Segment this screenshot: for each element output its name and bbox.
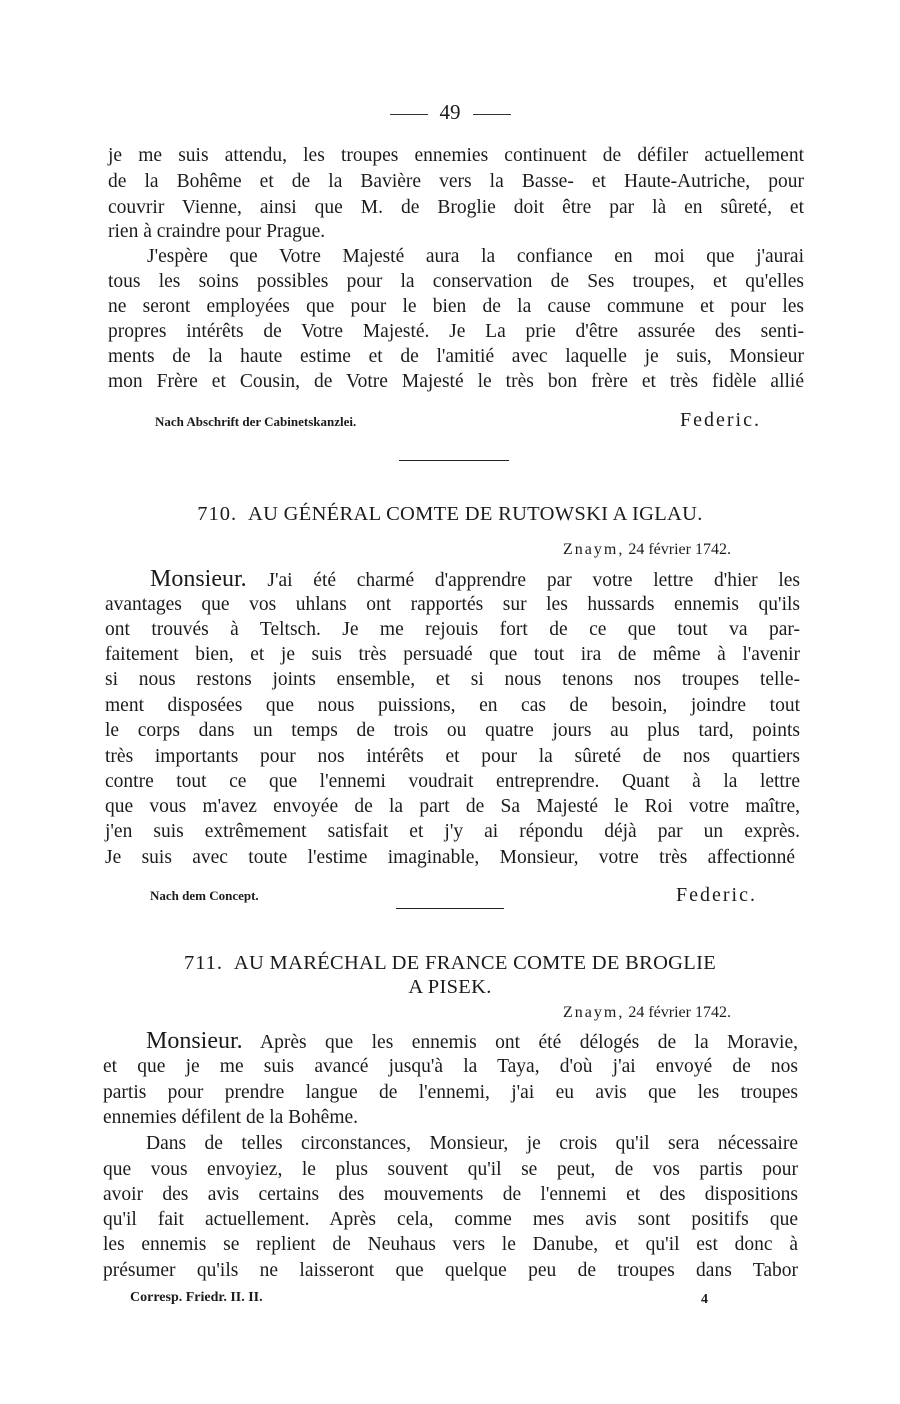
intro-signature: Federic.: [680, 409, 761, 431]
footer-citation: Corresp. Friedr. II. II.: [130, 1290, 263, 1305]
intro-line: ne seront employées que pour le bien de la cause commune et pour les: [108, 296, 804, 317]
letter-710-date: 24 février 1742.: [628, 541, 731, 558]
letter-710-line: faitement bien, et je suis très persuadé que tout ira de même à l'avenir: [105, 644, 800, 665]
letter-710-line: contre tout ce que l'ennemi voudrait entreprendre. Quant à la lettre: [105, 771, 800, 792]
letter-710-source-note: Nach dem Concept.: [150, 888, 259, 903]
letter-710-line: avantages que vos uhlans ont rapportés sur les hussards ennemis qu'ils: [105, 594, 800, 615]
letter-711-line: les ennemis se replient de Neuhaus vers le Danube, et qu'il est donc à: [103, 1234, 798, 1255]
letter-710-line-text: J'ai été charmé d'apprendre par votre lettre d'hier les: [246, 570, 800, 591]
letter-710-title: AU GÉNÉRAL COMTE DE RUTOWSKI A IGLAU.: [248, 503, 703, 525]
letter-711-line: ennemies défilent de la Bohême.: [103, 1107, 359, 1128]
letter-711-line: Dans de telles circonstances, Monsieur, je crois qu'il sera nécessaire: [146, 1133, 798, 1154]
dash-right: [473, 114, 511, 115]
letter-711-heading: [0, 952, 900, 975]
letter-710-line: si nous restons joints ensemble, et si nous tenons nos troupes telle-: [105, 669, 800, 690]
letter-711-salutation: Monsieur.: [146, 1028, 243, 1054]
letter-711-number: 711.: [183, 952, 224, 974]
letter-711-line: que vous envoyiez, le plus souvent qu'il se peut, de vos partis pour: [103, 1159, 798, 1180]
letter-710-salutation: Monsieur.: [150, 566, 247, 592]
dash-left: [390, 114, 428, 115]
letter-710-line: ment disposées que nous puissions, en cas de besoin, joindre tout: [105, 695, 800, 716]
intro-line: rien à craindre pour Prague.: [108, 221, 326, 242]
letter-710-line: le corps dans un temps de trois ou quatre jours au plus tard, points: [105, 720, 800, 741]
letter-710-line: Je suis avec toute l'estime imaginable, Monsieur, votre très affectionné: [105, 847, 795, 868]
section-divider: [399, 460, 509, 461]
letter-710-line: [150, 566, 800, 592]
letter-711-date-place: Znaym,: [563, 1004, 625, 1021]
letter-710-number: 710.: [197, 503, 238, 525]
section-divider: [396, 908, 504, 909]
letter-711-dateline: [563, 1004, 731, 1022]
intro-line: ments de la haute estime et de l'amitié avec laquelle je suis, Monsieur: [108, 346, 804, 367]
letter-711-title-line2: A PISEK.: [408, 976, 492, 998]
letter-710-heading: [0, 503, 900, 526]
page-number-header: [0, 100, 900, 125]
page-number: 49: [439, 100, 461, 124]
letter-711-date: 24 février 1742.: [628, 1004, 731, 1021]
letter-710-date-place: Znaym,: [563, 541, 625, 558]
letter-711-line: et que je me suis avancé jusqu'à la Taya, d'où j'ai envoyé de nos: [103, 1056, 798, 1077]
letter-710-line: que vous m'avez envoyée de la part de Sa Majesté le Roi votre maître,: [105, 796, 800, 817]
intro-line: je me suis attendu, les troupes ennemies continuent de défiler actuellement: [108, 145, 804, 166]
intro-line: de la Bohême et de la Bavière vers la Basse- et Haute-Autriche, pour: [108, 171, 804, 192]
intro-line: mon Frère et Cousin, de Votre Majesté le très bon frère et très fidèle allié: [108, 371, 804, 392]
intro-line: tous les soins possibles pour la conservation de Ses troupes, et qu'elles: [108, 271, 804, 292]
letter-710-line: j'en suis extrêmement satisfait et j'y ai répondu déjà par un exprès.: [105, 821, 800, 842]
intro-source-note: Nach Abschrift der Cabinetskanzlei.: [155, 414, 357, 429]
letter-711-line: avoir des avis certains des mouvements de l'ennemi et des dispositions: [103, 1184, 798, 1205]
intro-line: propres intérêts de Votre Majesté. Je La prie d'être assurée des senti-: [108, 321, 804, 342]
intro-line: J'espère que Votre Majesté aura la confiance en moi que j'aurai: [147, 246, 804, 267]
letter-711-line-text: Après que les ennemis ont été délogés de la Moravie,: [242, 1032, 798, 1053]
letter-711-line: [146, 1028, 798, 1054]
letter-711-line: qu'il fait actuellement. Après cela, comme mes avis sont positifs que: [103, 1209, 798, 1230]
letter-711-line: partis pour prendre langue de l'ennemi, j'ai eu avis que les troupes: [103, 1082, 798, 1103]
letter-710-line: très importants pour nos intérêts et pour la sûreté de nos quartiers: [105, 746, 800, 767]
letter-710-signature: Federic.: [676, 884, 757, 906]
footer-signature-mark: 4: [701, 1292, 708, 1307]
letter-711-title-line1: AU MARÉCHAL DE FRANCE COMTE DE BROGLIE: [233, 952, 717, 974]
letter-711-line: présumer qu'ils ne laisseront que quelque peu de troupes dans Tabor: [103, 1260, 798, 1281]
intro-line: couvrir Vienne, ainsi que M. de Broglie doit être par là en sûreté, et: [108, 197, 804, 218]
letter-710-line: ont trouvés à Teltsch. Je me rejouis fort de ce que tout va par-: [105, 619, 800, 640]
letter-710-dateline: [563, 541, 731, 559]
